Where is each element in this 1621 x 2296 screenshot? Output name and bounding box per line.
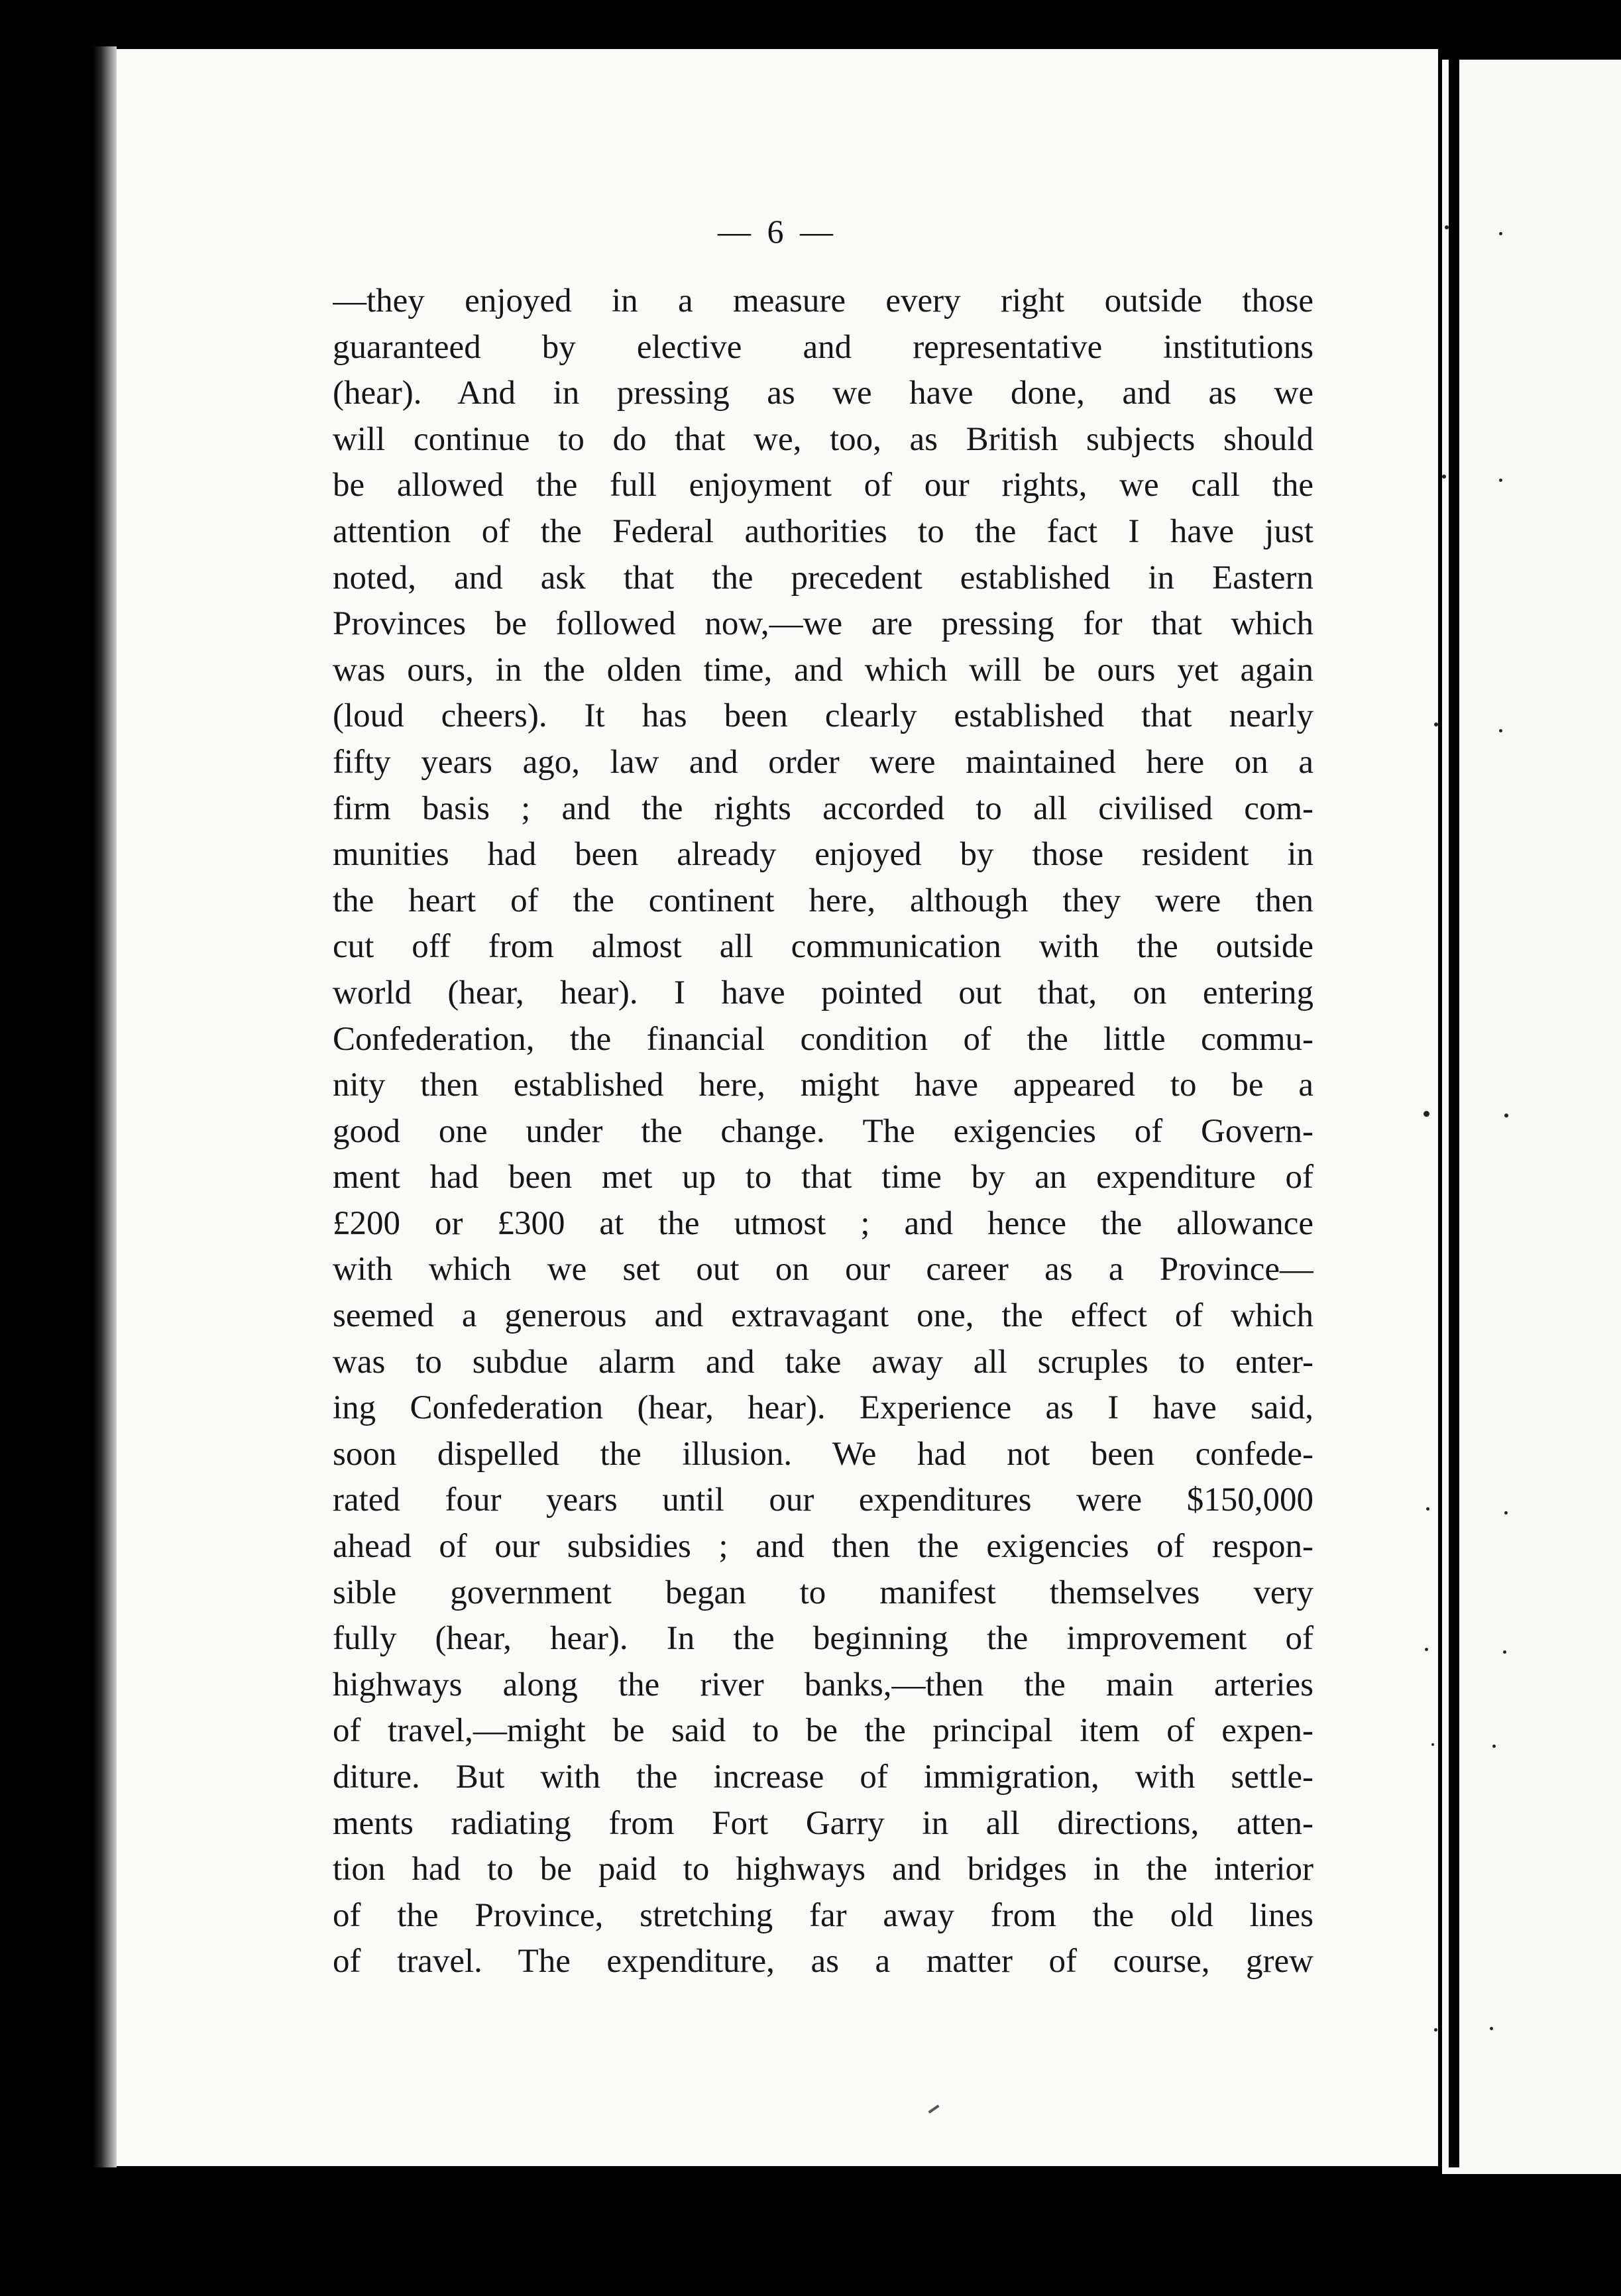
facing-page-edge: [1442, 60, 1621, 2174]
text-line: ment had been met up to that time by an expenditure of: [333, 1159, 1314, 1196]
text-line: of travel. The expenditure, as a matter of course, grew: [333, 1943, 1314, 1980]
page-number: — 6 —: [718, 213, 837, 250]
text-line: guaranteed by elective and representative institutions: [333, 328, 1314, 366]
text-line: (hear). And in pressing as we have done, and as we: [333, 374, 1314, 412]
text-line: rated four years until our expenditures were $150,000: [333, 1481, 1314, 1519]
text-line: firm basis ; and the rights accorded to all civilised com-: [333, 789, 1314, 827]
text-line: ing Confederation (hear, hear). Experience as I have said,: [333, 1389, 1314, 1427]
scan-speck: [1424, 1111, 1429, 1117]
text-line: of travel,—might be said to be the principal item of expen-: [333, 1712, 1314, 1750]
text-line: seemed a generous and extravagant one, the effect of which: [333, 1297, 1314, 1335]
text-line: —they enjoyed in a measure every right outside those: [333, 282, 1314, 319]
text-line: fifty years ago, law and order were maintained here on a: [333, 743, 1314, 781]
text-line: cut off from almost all communication with the outside: [333, 928, 1314, 966]
text-line: the heart of the continent here, although they were then: [333, 882, 1314, 919]
binding-fold: [1449, 60, 1459, 2167]
scan-speck: [1499, 479, 1502, 482]
text-line: (loud cheers). It has been clearly established that nearly: [333, 697, 1314, 735]
scan-speck: [1490, 2027, 1493, 2030]
scan-speck: [1504, 1511, 1508, 1515]
text-line: diture. But with the increase of immigration, with settle-: [333, 1758, 1314, 1796]
text-line: good one under the change. The exigencies of Govern-: [333, 1112, 1314, 1150]
page-left-edge: [93, 46, 117, 2167]
text-line: world (hear, hear). I have pointed out that, on entering: [333, 974, 1314, 1011]
text-line: soon dispelled the illusion. We had not been confede-: [333, 1435, 1314, 1473]
text-line: will continue to do that we, too, as British subjects should: [333, 420, 1314, 458]
body-text: [333, 278, 1314, 1985]
text-line: £200 or £300 at the utmost ; and hence the allowance: [333, 1204, 1314, 1242]
scan-speck: [1503, 1650, 1506, 1654]
scan-speck: [1434, 2028, 1437, 2032]
text-line: Provinces be followed now,—we are pressing for that which: [333, 605, 1314, 643]
text-line: ments radiating from Fort Garry in all directions, atten-: [333, 1804, 1314, 1842]
text-line: nity then established here, might have appeared to be a: [333, 1066, 1314, 1104]
scan-speck: [1445, 225, 1449, 229]
text-line: fully (hear, hear). In the beginning the improvement of: [333, 1620, 1314, 1658]
scan-speck: [1425, 1648, 1428, 1651]
text-line: attention of the Federal authorities to the fact I have just: [333, 512, 1314, 550]
scan-speck: [1431, 1743, 1434, 1746]
text-line: noted, and ask that the precedent established in Eastern: [333, 559, 1314, 597]
scan-speck: [1492, 1745, 1496, 1748]
text-line: was to subdue alarm and take away all scruples to enter-: [333, 1343, 1314, 1381]
text-line: Confederation, the financial condition of the little commu-: [333, 1020, 1314, 1058]
text-line: tion had to be paid to highways and bridges in the interior: [333, 1851, 1314, 1888]
scan-speck: [1504, 1114, 1508, 1118]
scan-speck: [1434, 722, 1438, 726]
text-line: with which we set out on our career as a Province—: [333, 1251, 1314, 1289]
text-line: highways along the river banks,—then the main arteries: [333, 1666, 1314, 1703]
scan-speck: [1426, 1507, 1429, 1511]
text-line: was ours, in the olden time, and which will be ours yet again: [333, 651, 1314, 689]
text-line: be allowed the full enjoyment of our rights, we call the: [333, 467, 1314, 504]
scan-speck: [1499, 232, 1502, 235]
scan-speck: [1442, 475, 1446, 479]
text-line: of the Province, stretching far away from the old lines: [333, 1896, 1314, 1934]
scan-speck: [1499, 729, 1502, 732]
text-line: sible government began to manifest themselves very: [333, 1574, 1314, 1611]
text-line: munities had been already enjoyed by those resident in: [333, 836, 1314, 874]
text-line: ahead of our subsidies ; and then the exigencies of respon-: [333, 1528, 1314, 1566]
